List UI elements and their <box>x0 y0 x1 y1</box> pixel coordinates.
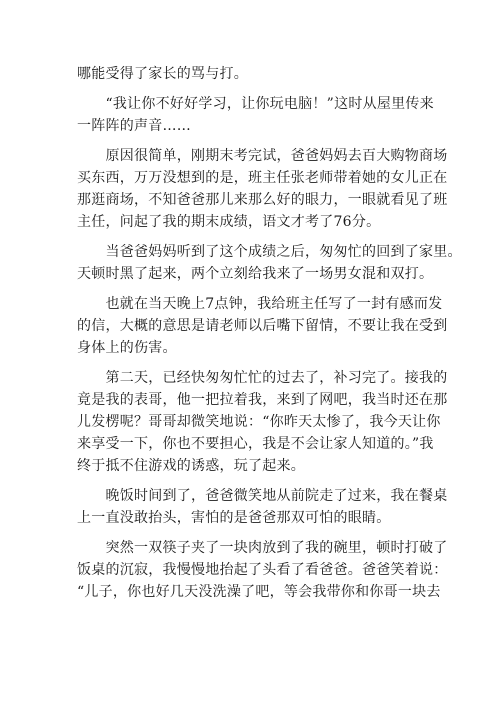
text-line: 上一直没敢抬头，害怕的是爸爸那双可怕的眼睛。 <box>77 510 391 526</box>
text-line: 原因很简单，刚期末考完试，爸爸妈妈去百大购物商场 <box>77 148 448 164</box>
text-line: “儿子，你也好几天没洗澡了吧，等会我带你和你哥一块去 <box>77 584 441 600</box>
text-line: 一阵阵的声音…… <box>77 118 191 134</box>
text-line: 儿发楞呢？哥哥却微笑地说：“你昨天太惨了，我今天让你 <box>77 414 441 430</box>
text-line: 那逛商场，不知爸爸那儿来那么好的眼力，一眼就看见了班 <box>77 192 448 208</box>
paragraph-gap <box>77 137 427 145</box>
text-line: 晚饭时间到了，爸爸微笑地从前院走了过来，我在餐桌 <box>77 488 448 504</box>
text-line: 突然一双筷子夹了一块肉放到了我的碗里，顿时打破了 <box>77 540 448 556</box>
text-line: 饭桌的沉寂，我慢慢地抬起了头看了看爸爸。爸爸笑着说： <box>77 562 448 578</box>
text-line: 也就在当天晚上7点钟，我给班主任写了一封有感而发 <box>77 296 443 312</box>
text-line: 身体上的伤害。 <box>77 340 177 356</box>
text-line: 的信，大概的意思是请老师以后嘴下留情，不要让我在受到 <box>77 318 448 334</box>
paragraph-gap <box>77 233 427 241</box>
paragraph-gap <box>77 359 427 367</box>
text-line: “我让你不好好学习，让你玩电脑！”这时从屋里传来 <box>77 96 434 112</box>
paragraph-gap <box>77 477 427 485</box>
text-line: 天顿时黑了起来，两个立刻给我来了一场男女混和双打。 <box>77 266 434 282</box>
text-line: 终于抵不住游戏的诱惑，玩了起来。 <box>77 458 305 474</box>
text-line: 竟是我的表哥，他一把拉着我，来到了网吧，我当时还在那 <box>77 392 448 408</box>
paragraph-gap <box>77 529 427 537</box>
text-line: 来享受一下，你也不要担心，我是不会让家人知道的。”我 <box>77 436 434 452</box>
text-line: 主任，问起了我的期末成绩，语文才考了76分。 <box>77 214 381 230</box>
paragraph-gap <box>77 85 427 93</box>
paragraph-gap <box>77 285 427 293</box>
text-line: 买东西，万万没想到的是，班主任张老师带着她的女儿正在 <box>77 170 448 186</box>
text-line: 第二天，已经快匆匆忙忙的过去了，补习完了。接我的 <box>77 370 448 386</box>
text-line: 当爸爸妈妈听到了这个成绩之后，匆匆忙的回到了家里。 <box>77 244 462 260</box>
text-line: 哪能受得了家长的骂与打。 <box>77 66 248 82</box>
document-body <box>77 63 462 603</box>
